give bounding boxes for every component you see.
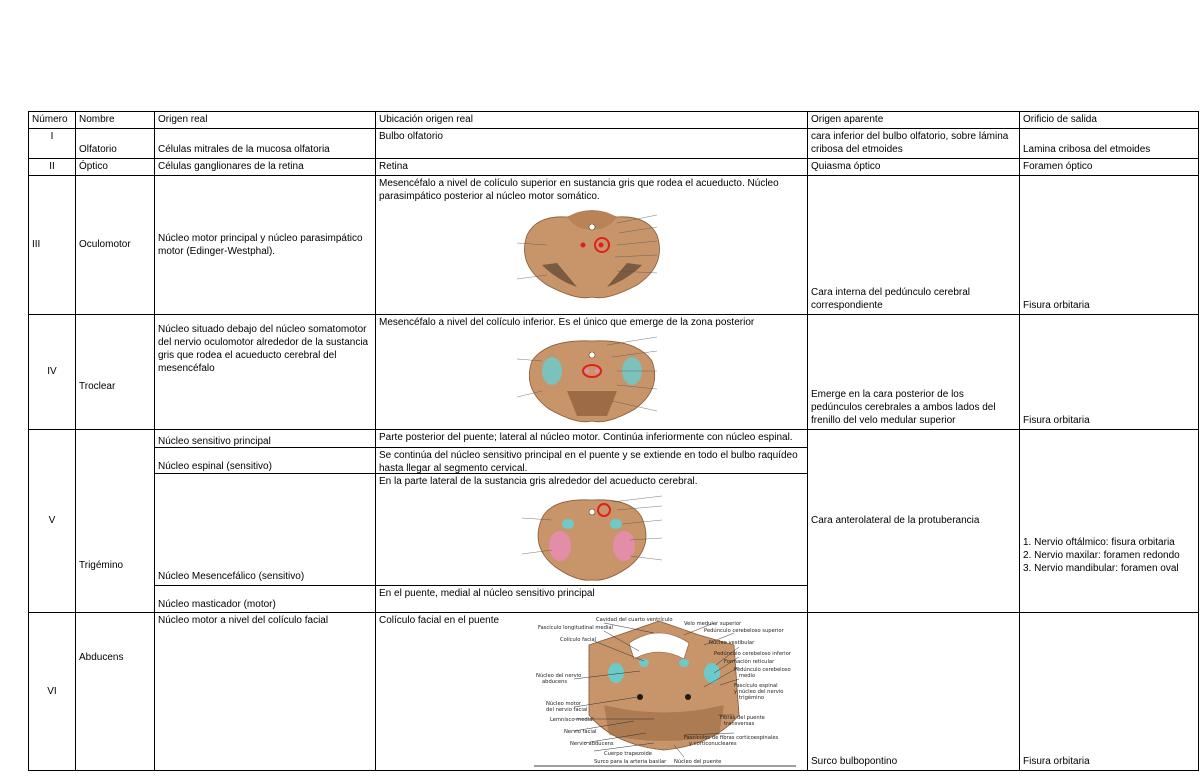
- header-row: [29, 112, 1199, 129]
- cell-ubicacion: [376, 315, 808, 430]
- svg-text:Pedúnculo cerebeloso inferior: Pedúnculo cerebeloso inferior: [714, 651, 791, 657]
- cell-origen-aparente: Cara interna del pedúnculo cerebral correspondiente: [808, 176, 1020, 315]
- cell-orificio: [1020, 430, 1199, 613]
- cell-origen-aparente: cara inferior del bulbo olfatorio, sobre lámina cribosa del etmoides: [808, 129, 1020, 159]
- table-row: [29, 315, 1199, 430]
- table-row: [29, 129, 1199, 159]
- svg-text:Lemnisco medial: Lemnisco medial: [550, 717, 594, 723]
- svg-text:Núcleo motor: Núcleo motor: [546, 701, 582, 707]
- svg-text:Pedúnculo cerebeloso: Pedúnculo cerebeloso: [734, 667, 791, 673]
- cell-origen-real: Núcleo situado debajo del núcleo somatomotor del nervio oculomotor alrededor de la sustancia gris que rodea el acueducto cerebral del mesencéfalo: [155, 315, 376, 430]
- svg-text:Núcleo del nervio: Núcleo del nervio: [536, 673, 582, 679]
- cell-origen-real: Células ganglionares de la retina: [155, 159, 376, 176]
- cell-origen-real: Núcleo motor principal y núcleo parasimpático motor (Edinger-Westphal).: [155, 176, 376, 315]
- midbrain-superior-colliculus-figure: [507, 205, 677, 303]
- subcell-ubicacion: Parte posterior del puente; lateral al núcleo motor. Continúa inferiormente con núcleo espinal.: [376, 430, 807, 448]
- svg-text:trigémino: trigémino: [739, 695, 765, 701]
- cell-ubicacion: Retina: [376, 159, 808, 176]
- subcell-origen-real: Núcleo espinal (sensitivo): [155, 448, 375, 474]
- orificio-item: 2. Nervio maxilar: foramen redondo: [1023, 549, 1180, 561]
- cell-ubicacion: [376, 430, 808, 613]
- cell-nombre: Olfatorio: [76, 129, 155, 159]
- svg-text:y núcleo del nervio: y núcleo del nervio: [734, 689, 784, 695]
- table-row: [29, 159, 1199, 176]
- cell-orificio: Fisura orbitaria: [1020, 613, 1199, 771]
- cell-origen-real: Células mitrales de la mucosa olfatoria: [155, 129, 376, 159]
- cell-origen-aparente: Surco bulbopontino: [808, 613, 1020, 771]
- ubicacion-text: Mesencéfalo a nivel de colículo superior en sustancia gris que rodea el acueducto. Núcleo parasimpático posterior al núcleo motor somático.: [379, 178, 779, 202]
- header-origen-aparente: Origen aparente: [808, 112, 1020, 129]
- svg-text:medio: medio: [739, 673, 756, 679]
- cell-origen-real: Núcleo motor a nivel del colículo facial: [155, 613, 376, 771]
- subcell-text: Núcleo Mesencefálico (sensitivo): [158, 571, 305, 582]
- subcell-ubicacion: Se continúa del núcleo sensitivo principal en el puente y se extiende en todo el bulbo raquídeo hasta llegar al segmento cervical.: [376, 448, 807, 474]
- svg-text:Velo medular superior: Velo medular superior: [684, 621, 742, 627]
- cell-numero: V: [29, 430, 76, 613]
- svg-text:Surco para la arteria basilar: Surco para la arteria basilar: [594, 759, 667, 765]
- cell-ubicacion: [376, 176, 808, 315]
- cell-nombre: Oculomotor: [76, 176, 155, 315]
- svg-text:y corticonucleares: y corticonucleares: [689, 741, 737, 747]
- header-orificio: Orificio de salida: [1020, 112, 1199, 129]
- cell-numero: I: [29, 129, 76, 159]
- svg-text:Núcleo del puente: Núcleo del puente: [674, 759, 722, 765]
- pons-abducens-figure: [534, 615, 796, 767]
- pons-trigeminal-figure: [512, 490, 672, 584]
- svg-text:Nervio facial: Nervio facial: [564, 729, 597, 735]
- cell-origen-real: [155, 430, 376, 613]
- header-ubicacion: Ubicación origen real: [376, 112, 808, 129]
- cell-numero: VI: [29, 613, 76, 771]
- cell-nombre: Trigémino: [76, 430, 155, 613]
- cell-ubicacion: [376, 613, 808, 771]
- cell-numero: II: [29, 159, 76, 176]
- svg-text:Formación reticular: Formación reticular: [724, 659, 775, 665]
- svg-text:Fascículos de fibras corticoes: Fascículos de fibras corticoespinales: [684, 735, 779, 741]
- ubicacion-text: Colículo facial en el puente: [379, 615, 500, 626]
- ubicacion-text: Mesencéfalo a nivel del colículo inferior. Es el único que emerge de la zona posterior: [379, 317, 755, 328]
- cell-orificio: Fisura orbitaria: [1020, 176, 1199, 315]
- header-origen-real: Origen real: [155, 112, 376, 129]
- orificio-item: 1. Nervio oftálmico: fisura orbitaria: [1023, 536, 1175, 548]
- subcell-origen-real: Núcleo sensitivo principal: [155, 430, 375, 448]
- cell-origen-aparente: Emerge en la cara posterior de los pedúnculos cerebrales a ambos lados del frenillo del velo medular superior: [808, 315, 1020, 430]
- cranial-nerves-table: [28, 111, 1199, 771]
- svg-text:Colículo facial: Colículo facial: [560, 637, 597, 643]
- svg-text:Fascículo longitudinal medial: Fascículo longitudinal medial: [538, 625, 613, 631]
- subcell-ubicacion: [376, 474, 807, 586]
- table-row: [29, 430, 1199, 613]
- svg-text:Fascículo espinal: Fascículo espinal: [734, 683, 778, 689]
- cell-nombre: Troclear: [76, 315, 155, 430]
- subcell-origen-real: [155, 474, 375, 586]
- header-numero: Número: [29, 112, 76, 129]
- subcell-ubicacion: En el puente, medial al núcleo sensitivo principal: [379, 588, 595, 599]
- svg-text:Nervio abducens: Nervio abducens: [570, 741, 614, 747]
- svg-text:Fibras del puente: Fibras del puente: [720, 715, 765, 721]
- svg-text:del nervio facial: del nervio facial: [546, 707, 588, 713]
- header-nombre: Nombre: [76, 112, 155, 129]
- cell-numero: III: [29, 176, 76, 315]
- table-row: [29, 613, 1199, 771]
- subcell-text: En la parte lateral de la sustancia gris alrededor del acueducto cerebral.: [379, 476, 698, 487]
- svg-text:Cavidad del cuarto ventrículo: Cavidad del cuarto ventrículo: [596, 617, 673, 623]
- cell-nombre: Abducens: [76, 613, 155, 771]
- midbrain-inferior-colliculus-figure: [507, 331, 677, 427]
- table-row: [29, 176, 1199, 315]
- svg-text:Núcleo vestibular: Núcleo vestibular: [709, 640, 755, 646]
- subcell-origen-real: Núcleo masticador (motor): [158, 599, 276, 610]
- cell-orificio: Fisura orbitaria: [1020, 315, 1199, 430]
- cell-origen-aparente: Quiasma óptico: [808, 159, 1020, 176]
- cell-orificio: Foramen óptico: [1020, 159, 1199, 176]
- cell-orificio: Lamina cribosa del etmoides: [1020, 129, 1199, 159]
- cell-origen-aparente: Cara anterolateral de la protuberancia: [808, 430, 1020, 613]
- cell-ubicacion: Bulbo olfatorio: [376, 129, 808, 159]
- orificio-item: 3. Nervio mandibular: foramen oval: [1023, 562, 1179, 574]
- cell-numero: IV: [29, 315, 76, 430]
- svg-text:Pedúnculo cerebeloso superior: Pedúnculo cerebeloso superior: [704, 628, 784, 634]
- cell-nombre: Óptico: [76, 159, 155, 176]
- svg-text:abducens: abducens: [542, 679, 568, 685]
- svg-text:Cuerpo trapezoide: Cuerpo trapezoide: [604, 751, 653, 757]
- svg-text:transversas: transversas: [724, 721, 755, 727]
